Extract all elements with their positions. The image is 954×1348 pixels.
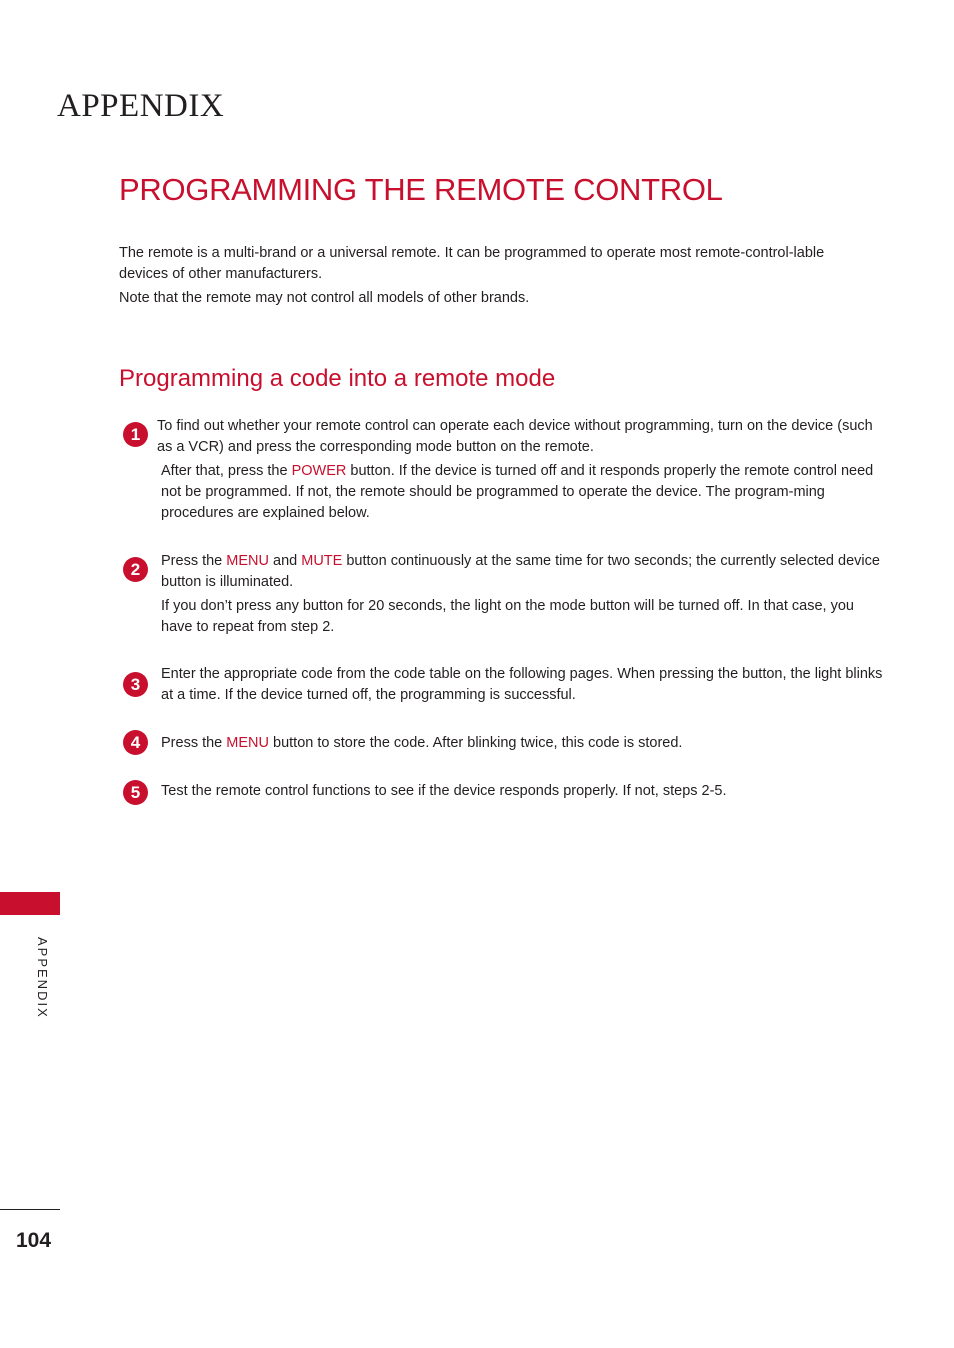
step-text (157, 416, 887, 527)
step-text (161, 781, 887, 805)
section-title: APPENDIX (57, 88, 225, 124)
step-paragraph: If you don’t press any button for 20 seconds, the light on the mode button will be turned off. In that case, you have to repeat from step 2. (161, 598, 854, 635)
intro-paragraph: The remote is a multi-brand or a universal remote. It can be programmed to operate most remote-control-lable devices of other manufacturers. (119, 245, 825, 282)
step-number-badge: 1 (123, 422, 148, 447)
sidebar-tab-marker (0, 892, 60, 915)
step-number-badge: 2 (123, 557, 148, 582)
menu-keyword: MENU (226, 553, 269, 569)
step-paragraph: To find out whether your remote control can operate each device without programming, turn on the device (such as a VCR) and press the corresponding mode button on the remote. (157, 418, 873, 455)
sidebar-label: APPENDIX (35, 937, 50, 1019)
step-paragraph: Press the MENU button to store the code. After blinking twice, this code is stored. (161, 735, 683, 751)
step-number-badge: 4 (123, 730, 148, 755)
intro (119, 243, 859, 312)
menu-keyword: MENU (226, 735, 269, 751)
step-text (161, 551, 887, 641)
step-text (161, 733, 887, 757)
step-paragraph: Test the remote control functions to see if the device responds properly. If not, steps 2-5. (161, 783, 727, 799)
step-number-badge: 3 (123, 672, 148, 697)
intro-note: Note that the remote may not control all models of other brands. (119, 290, 530, 306)
step-paragraph: Enter the appropriate code from the code table on the following pages. When pressing the button, the light blinks at a time. If the device turned off, the programming is successful. (161, 666, 883, 703)
step-paragraph: After that, press the POWER button. If the device is turned off and it responds properly the remote control need not be programmed. If not, the remote should be programmed to operate the device. The program-ming procedures are explained below. (161, 463, 874, 521)
step-text (161, 664, 891, 709)
section-subheading: Programming a code into a remote mode (119, 365, 556, 392)
step-number-badge: 5 (123, 780, 148, 805)
mute-keyword: MUTE (301, 553, 343, 569)
step-paragraph: Press the MENU and MUTE button continuously at the same time for two seconds; the currently selected device button is illuminated. (161, 553, 880, 590)
power-keyword: POWER (291, 463, 347, 479)
footer-rule (0, 1209, 60, 1210)
page-title: PROGRAMMING THE REMOTE CONTROL (119, 172, 723, 207)
page-number: 104 (16, 1229, 52, 1252)
